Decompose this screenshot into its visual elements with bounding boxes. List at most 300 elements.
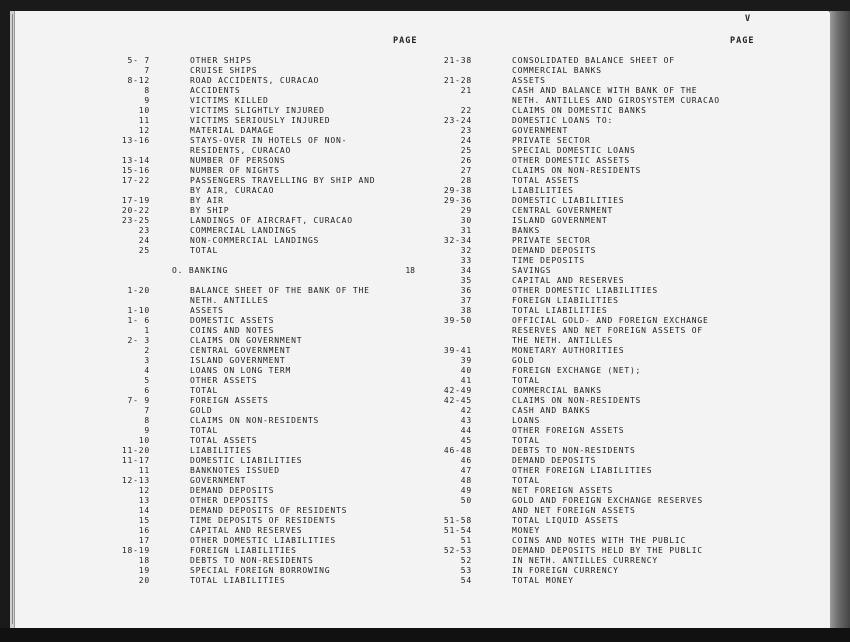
- index-entry: [100, 56, 375, 66]
- entry-description: LIABILITIES: [190, 446, 252, 455]
- column-number: 8: [144, 416, 150, 425]
- entry-description: VICTIMS KILLED: [190, 96, 269, 105]
- column-number: 36: [460, 286, 472, 295]
- entry-description: O. BANKING: [172, 266, 229, 275]
- entry-description: DEBTS TO NON-RESIDENTS: [512, 446, 636, 455]
- column-number: 23-24: [443, 116, 472, 125]
- index-entry: [422, 96, 720, 106]
- index-entry: [100, 456, 375, 466]
- entry-description: NUMBER OF PERSONS: [190, 156, 286, 165]
- column-number: 23: [460, 126, 472, 135]
- column-number: 7- 9: [127, 396, 150, 405]
- column-number: 9: [144, 426, 150, 435]
- entry-description: OTHER DOMESTIC LIABILITIES: [512, 286, 659, 295]
- entry-description: TOTAL MONEY: [512, 576, 574, 585]
- entry-description: ASSETS: [512, 76, 546, 85]
- index-entry: [100, 506, 375, 516]
- index-entry: [422, 266, 720, 276]
- entry-description: OTHER SHIPS: [190, 56, 252, 65]
- column-number: [422, 506, 472, 516]
- index-entry: [100, 76, 375, 86]
- entry-description: [150, 256, 190, 266]
- entry-description: TIME DEPOSITS: [512, 256, 586, 265]
- column-number: 37: [460, 296, 472, 305]
- entry-description: ISLAND GOVERNMENT: [512, 216, 608, 225]
- index-entry: [422, 326, 720, 336]
- column-number: 11-20: [121, 446, 150, 455]
- index-entry: [100, 186, 375, 196]
- column-number: [100, 266, 150, 276]
- column-number: 1-10: [127, 306, 150, 315]
- column-number: 33: [460, 256, 472, 265]
- entry-description: TOTAL: [190, 386, 219, 395]
- column-number: 19: [138, 566, 150, 575]
- column-number: 52: [460, 556, 472, 565]
- index-entry: [422, 56, 720, 66]
- column-number: 12: [138, 126, 150, 135]
- entry-description: COMMERCIAL BANKS: [512, 386, 602, 395]
- entry-description: SPECIAL DOMESTIC LOANS: [512, 146, 636, 155]
- column-number: 21-38: [443, 56, 472, 65]
- index-entry: [100, 246, 375, 256]
- column-number: [100, 276, 150, 286]
- entry-description: NETH. ANTILLES AND GIROSYSTEM CURACAO: [512, 96, 720, 105]
- column-number: 49: [460, 486, 472, 495]
- index-entry: [422, 566, 720, 576]
- index-entry: [100, 526, 375, 536]
- column-number: 38: [460, 306, 472, 315]
- entry-description: VICTIMS SLIGHTLY INJURED: [190, 106, 325, 115]
- index-entry: [422, 456, 720, 466]
- index-entry: [100, 536, 375, 546]
- entry-description: TOTAL: [512, 436, 541, 445]
- index-entry: [422, 136, 720, 146]
- entry-description: LOANS: [512, 416, 541, 425]
- column-number: 1: [144, 326, 150, 335]
- entry-description: COINS AND NOTES WITH THE PUBLIC: [512, 536, 687, 545]
- column-number: 13: [138, 496, 150, 505]
- entry-description: LANDINGS OF AIRCRAFT, CURACAO: [190, 216, 353, 225]
- column-number: 29-36: [443, 196, 472, 205]
- entry-description: CLAIMS ON NON-RESIDENTS: [512, 396, 642, 405]
- index-entry: [422, 276, 720, 286]
- right-page-header: PAGE: [730, 36, 755, 46]
- index-entry: [422, 76, 720, 86]
- entry-description: ISLAND GOVERNMENT: [190, 356, 286, 365]
- index-entry: [422, 556, 720, 566]
- column-number: 10: [138, 436, 150, 445]
- index-entry: [100, 366, 375, 376]
- index-entry: [422, 486, 720, 496]
- entry-description: [150, 276, 190, 286]
- column-number: 14: [138, 506, 150, 515]
- index-entry: [100, 376, 375, 386]
- entry-description: TOTAL LIABILITIES: [190, 576, 286, 585]
- column-number: [422, 66, 472, 76]
- index-entry: [422, 226, 720, 236]
- column-number: 6: [144, 386, 150, 395]
- index-entry: [422, 196, 720, 206]
- index-entry: [100, 286, 375, 296]
- index-entry: [422, 576, 720, 586]
- index-entry: [100, 176, 375, 186]
- entry-description: PRIVATE SECTOR: [512, 136, 591, 145]
- index-entry: [422, 526, 720, 536]
- entry-description: CLAIMS ON GOVERNMENT: [190, 336, 303, 345]
- column-number: 2- 3: [127, 336, 150, 345]
- column-number: 27: [460, 166, 472, 175]
- entry-description: BANKNOTES ISSUED: [190, 466, 280, 475]
- entry-description: OTHER DOMESTIC ASSETS: [512, 156, 630, 165]
- column-number: 29-38: [443, 186, 472, 195]
- index-entry: [100, 356, 375, 366]
- column-number: [422, 336, 472, 346]
- entry-description: COMMERCIAL BANKS: [512, 66, 602, 75]
- entry-description: MONEY: [512, 526, 541, 535]
- entry-description: STAYS-OVER IN HOTELS OF NON-: [190, 136, 348, 145]
- column-number: 2: [144, 346, 150, 355]
- entry-description: CAPITAL AND RESERVES: [190, 526, 303, 535]
- entry-description: TOTAL ASSETS: [190, 436, 258, 445]
- column-number: 7: [144, 406, 150, 415]
- column-number: 26: [460, 156, 472, 165]
- entry-description: TOTAL: [190, 426, 219, 435]
- index-entry: [100, 566, 375, 576]
- column-number: 8: [144, 86, 150, 95]
- entry-description: CENTRAL GOVERNMENT: [512, 206, 614, 215]
- index-entry: [100, 116, 375, 126]
- index-entry: [422, 306, 720, 316]
- entry-description: SAVINGS: [512, 266, 552, 275]
- left-page-header: PAGE: [393, 36, 418, 46]
- column-number: 5: [144, 376, 150, 385]
- index-entry: [100, 476, 375, 486]
- index-entry: [422, 356, 720, 366]
- column-number: 46-48: [443, 446, 472, 455]
- entry-description: ROAD ACCIDENTS, CURACAO: [190, 76, 320, 85]
- index-entry: [100, 346, 375, 356]
- index-entry: [100, 306, 375, 316]
- index-entry: [100, 386, 375, 396]
- entry-description: TOTAL LIQUID ASSETS: [512, 516, 619, 525]
- index-entry: [100, 256, 375, 266]
- column-number: 21: [460, 86, 472, 95]
- entry-description: DEBTS TO NON-RESIDENTS: [190, 556, 314, 565]
- entry-description: CRUISE SHIPS: [190, 66, 258, 75]
- column-number: 46: [460, 456, 472, 465]
- bottom-shadow: [0, 628, 850, 642]
- column-number: 28: [460, 176, 472, 185]
- entry-description: RESERVES AND NET FOREIGN ASSETS OF: [512, 326, 703, 335]
- entry-description: BANKS: [512, 226, 541, 235]
- index-entry: [422, 336, 720, 346]
- entry-description: NETH. ANTILLES: [190, 296, 269, 305]
- entry-description: TOTAL: [512, 376, 541, 385]
- column-number: 51-58: [443, 516, 472, 525]
- index-entry: [422, 536, 720, 546]
- column-number: 23: [138, 226, 150, 235]
- column-number: 7: [144, 66, 150, 75]
- index-entry: [422, 316, 720, 326]
- index-entry: [422, 296, 720, 306]
- column-number: 54: [460, 576, 472, 585]
- index-entry: [100, 446, 375, 456]
- entry-description: DEMAND DEPOSITS: [190, 486, 275, 495]
- column-number: [100, 256, 150, 266]
- index-entry: [422, 386, 720, 396]
- entry-description: TOTAL: [512, 476, 541, 485]
- index-entry: [422, 406, 720, 416]
- column-number: 11: [138, 116, 150, 125]
- entry-description: LOANS ON LONG TERM: [190, 366, 292, 375]
- entry-description: GOLD: [512, 356, 535, 365]
- right-index-column: [422, 56, 720, 586]
- column-number: 10: [138, 106, 150, 115]
- column-number: 29: [460, 206, 472, 215]
- index-entry: [422, 106, 720, 116]
- entry-description: CONSOLIDATED BALANCE SHEET OF: [512, 56, 675, 65]
- column-number: 42-45: [443, 396, 472, 405]
- entry-description: PASSENGERS TRAVELLING BY SHIP AND: [190, 176, 376, 185]
- index-entry: [100, 436, 375, 446]
- index-entry: [100, 396, 375, 406]
- entry-description: FOREIGN EXCHANGE (NET);: [512, 366, 642, 375]
- column-number: 17: [138, 536, 150, 545]
- index-entry: [100, 216, 375, 226]
- column-number: 16: [138, 526, 150, 535]
- column-number: 53: [460, 566, 472, 575]
- index-entry: [100, 546, 375, 556]
- index-entry: [100, 406, 375, 416]
- entry-description: ACCIDENTS: [190, 86, 241, 95]
- column-number: 30: [460, 216, 472, 225]
- index-entry: [100, 156, 375, 166]
- entry-description: COMMERCIAL LANDINGS: [190, 226, 297, 235]
- entry-description: CLAIMS ON DOMESTIC BANKS: [512, 106, 647, 115]
- index-entry: [100, 206, 375, 216]
- index-entry: [100, 296, 375, 306]
- column-number: 32: [460, 246, 472, 255]
- entry-description: RESIDENTS, CURACAO: [190, 146, 292, 155]
- column-number: 39-41: [443, 346, 472, 355]
- column-number: 1-20: [127, 286, 150, 295]
- index-entry: [100, 86, 375, 96]
- entry-description: SPECIAL FOREIGN BORROWING: [190, 566, 331, 575]
- index-entry: [422, 546, 720, 556]
- entry-description: CLAIMS ON NON-RESIDENTS: [190, 416, 320, 425]
- entry-description: OTHER FOREIGN ASSETS: [512, 426, 625, 435]
- entry-description: LIABILITIES: [512, 186, 574, 195]
- entry-description: CASH AND BANKS: [512, 406, 591, 415]
- index-entry: [100, 326, 375, 336]
- index-entry: [422, 366, 720, 376]
- entry-description: CLAIMS ON NON-RESIDENTS: [512, 166, 642, 175]
- column-number: 34: [460, 266, 472, 275]
- column-number: 12: [138, 486, 150, 495]
- index-entry: [422, 416, 720, 426]
- entry-description: VICTIMS SERIOUSLY INJURED: [190, 116, 331, 125]
- column-number: 17-19: [121, 196, 150, 205]
- entry-description: BY SHIP: [190, 206, 230, 215]
- index-entry: [422, 166, 720, 176]
- column-number: 45: [460, 436, 472, 445]
- section-heading: [100, 266, 375, 276]
- index-entry: [422, 426, 720, 436]
- entry-description: GOVERNMENT: [190, 476, 247, 485]
- entry-description: DEMAND DEPOSITS OF RESIDENTS: [190, 506, 348, 515]
- column-number: 11-17: [121, 456, 150, 465]
- column-number: 24: [138, 236, 150, 245]
- column-number: 25: [138, 246, 150, 255]
- column-number: 18: [138, 556, 150, 565]
- column-number: 4: [144, 366, 150, 375]
- entry-description: TIME DEPOSITS OF RESIDENTS: [190, 516, 337, 525]
- entry-description: DOMESTIC LOANS TO:: [512, 116, 614, 125]
- index-entry: [100, 66, 375, 76]
- column-number: 24: [460, 136, 472, 145]
- index-entry: [422, 86, 720, 96]
- column-number: 5- 7: [127, 56, 150, 65]
- entry-description: OTHER ASSETS: [190, 376, 258, 385]
- column-number: 15: [138, 516, 150, 525]
- entry-description: COINS AND NOTES: [190, 326, 275, 335]
- column-number: 25: [460, 146, 472, 155]
- column-number: 15-16: [121, 166, 150, 175]
- column-number: 41: [460, 376, 472, 385]
- index-entry: [422, 466, 720, 476]
- entry-description: IN NETH. ANTILLES CURRENCY: [512, 556, 659, 565]
- column-number: 12-13: [121, 476, 150, 485]
- index-entry: [422, 186, 720, 196]
- entry-description: DEMAND DEPOSITS HELD BY THE PUBLIC: [512, 546, 703, 555]
- entry-description: NUMBER OF NIGHTS: [190, 166, 280, 175]
- column-number: 20-22: [121, 206, 150, 215]
- entry-description: GOLD AND FOREIGN EXCHANGE RESERVES: [512, 496, 703, 505]
- index-entry: [422, 496, 720, 506]
- column-number: 52-53: [443, 546, 472, 555]
- section-page-number: 18: [405, 266, 415, 275]
- index-entry: [100, 316, 375, 326]
- column-number: 32-34: [443, 236, 472, 245]
- index-entry: [422, 256, 720, 266]
- entry-description: MONETARY AUTHORITIES: [512, 346, 625, 355]
- column-number: 9: [144, 96, 150, 105]
- entry-description: NET FOREIGN ASSETS: [512, 486, 614, 495]
- column-number: 17-22: [121, 176, 150, 185]
- index-entry: [100, 576, 375, 586]
- index-entry: [422, 436, 720, 446]
- entry-description: THE NETH. ANTILLES: [512, 336, 614, 345]
- column-number: [100, 186, 150, 196]
- entry-description: DEMAND DEPOSITS: [512, 456, 597, 465]
- index-entry: [100, 146, 375, 156]
- column-number: 35: [460, 276, 472, 285]
- index-entry: [422, 376, 720, 386]
- index-entry: [100, 466, 375, 476]
- entry-description: TOTAL LIABILITIES: [512, 306, 608, 315]
- index-entry: [100, 336, 375, 346]
- column-number: 47: [460, 466, 472, 475]
- index-entry: [100, 426, 375, 436]
- entry-description: DOMESTIC LIABILITIES: [512, 196, 625, 205]
- entry-description: BY AIR: [190, 196, 224, 205]
- left-index-column: [100, 56, 415, 586]
- index-entry: [100, 416, 375, 426]
- index-entry: [422, 126, 720, 136]
- index-entry: [100, 106, 375, 116]
- entry-description: FOREIGN ASSETS: [190, 396, 269, 405]
- index-entry: [100, 276, 375, 286]
- column-number: 42-49: [443, 386, 472, 395]
- entry-description: PRIVATE SECTOR: [512, 236, 591, 245]
- index-entry: [100, 196, 375, 206]
- column-number: 51-54: [443, 526, 472, 535]
- entry-description: OTHER DEPOSITS: [190, 496, 269, 505]
- index-entry: [100, 166, 375, 176]
- column-number: [422, 96, 472, 106]
- index-entry: [422, 206, 720, 216]
- column-number: 13-16: [121, 136, 150, 145]
- entry-description: AND NET FOREIGN ASSETS: [512, 506, 636, 515]
- index-entry: [100, 486, 375, 496]
- entry-description: IN FOREIGN CURRENCY: [512, 566, 619, 575]
- index-entry: [100, 236, 375, 246]
- entry-description: GOVERNMENT: [512, 126, 569, 135]
- entry-description: ASSETS: [190, 306, 224, 315]
- entry-description: FOREIGN LIABILITIES: [512, 296, 619, 305]
- column-number: 42: [460, 406, 472, 415]
- column-number: 11: [138, 466, 150, 475]
- index-entry: [422, 156, 720, 166]
- index-entry: [422, 236, 720, 246]
- index-entry: [100, 496, 375, 506]
- index-entry: [422, 446, 720, 456]
- entry-description: GOLD: [190, 406, 213, 415]
- column-number: 23-25: [121, 216, 150, 225]
- entry-description: DOMESTIC LIABILITIES: [190, 456, 303, 465]
- entry-description: OTHER DOMESTIC LIABILITIES: [190, 536, 337, 545]
- column-number: 31: [460, 226, 472, 235]
- entry-description: OFFICIAL GOLD- AND FOREIGN EXCHANGE: [512, 316, 709, 325]
- entry-description: TOTAL: [190, 246, 219, 255]
- index-entry: [100, 556, 375, 566]
- entry-description: CASH AND BALANCE WITH BANK OF THE: [512, 86, 698, 95]
- entry-description: BY AIR, CURACAO: [190, 186, 275, 195]
- column-number: 51: [460, 536, 472, 545]
- column-number: 40: [460, 366, 472, 375]
- entry-description: NON-COMMERCIAL LANDINGS: [190, 236, 320, 245]
- index-entry: [422, 476, 720, 486]
- entry-description: CENTRAL GOVERNMENT: [190, 346, 292, 355]
- index-entry: [422, 176, 720, 186]
- column-number: 21-28: [443, 76, 472, 85]
- index-entry: [422, 246, 720, 256]
- column-number: 8-12: [127, 76, 150, 85]
- index-entry: [100, 226, 375, 236]
- entry-description: FOREIGN LIABILITIES: [190, 546, 297, 555]
- index-entry: [100, 126, 375, 136]
- column-number: [100, 146, 150, 156]
- index-entry: [422, 66, 720, 76]
- entry-description: MATERIAL DAMAGE: [190, 126, 275, 135]
- index-entry: [100, 96, 375, 106]
- index-entry: [422, 516, 720, 526]
- entry-description: BALANCE SHEET OF THE BANK OF THE: [190, 286, 370, 295]
- binding-line: [12, 14, 13, 624]
- index-entry: [422, 396, 720, 406]
- entry-description: TOTAL ASSETS: [512, 176, 580, 185]
- page-stack-edge: [830, 11, 850, 628]
